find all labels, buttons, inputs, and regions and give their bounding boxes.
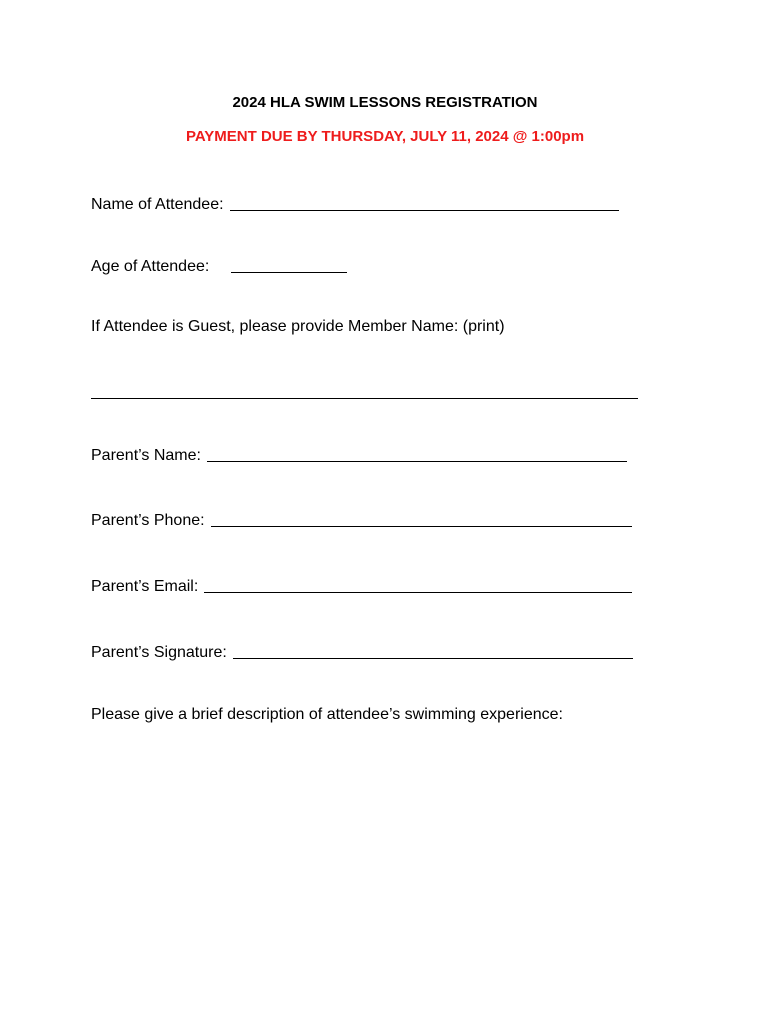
guest-member-label: If Attendee is Guest, please provide Member Name: (print)	[91, 318, 505, 335]
attendee-age-label: Age of Attendee:	[91, 258, 210, 275]
experience-label: Please give a brief description of attendee’s swimming experience:	[91, 706, 563, 723]
payment-due-notice: PAYMENT DUE BY THURSDAY, JULY 11, 2024 @ 1:00pm	[185, 128, 585, 145]
guest-member-row	[91, 318, 505, 336]
attendee-name-row	[91, 194, 619, 214]
parent-name-label: Parent’s Name:	[91, 447, 201, 464]
attendee-age-row	[91, 256, 347, 276]
parent-name-blank[interactable]	[207, 447, 627, 462]
attendee-age-blank[interactable]	[231, 258, 347, 273]
parent-phone-row	[91, 510, 632, 530]
parent-name-row	[91, 445, 627, 465]
guest-member-name-blank[interactable]	[91, 398, 638, 399]
parent-signature-blank[interactable]	[233, 644, 633, 659]
parent-email-blank[interactable]	[204, 578, 632, 593]
parent-email-label: Parent’s Email:	[91, 578, 199, 595]
attendee-name-blank[interactable]	[230, 196, 619, 211]
parent-email-row	[91, 576, 632, 596]
experience-row	[91, 706, 563, 724]
parent-signature-label: Parent’s Signature:	[91, 644, 227, 661]
parent-phone-label: Parent’s Phone:	[91, 512, 205, 529]
form-title: 2024 HLA SWIM LESSONS REGISTRATION	[232, 94, 538, 111]
parent-signature-row	[91, 642, 633, 662]
attendee-name-label: Name of Attendee:	[91, 196, 224, 213]
parent-phone-blank[interactable]	[211, 512, 632, 527]
